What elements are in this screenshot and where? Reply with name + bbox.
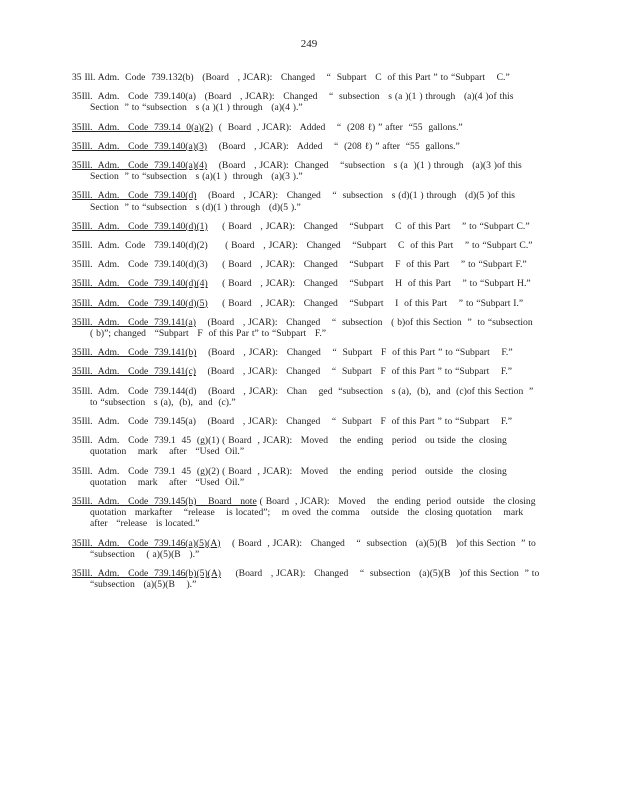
entry-change-text: (Board , JCAR): Changed “ subsection s (d)(1 ) through (d)(5 )of this Section ” to “subsection s (d)(1 ) through (d)(5 ).”: [90, 190, 518, 213]
amendment-entry: [72, 416, 542, 427]
page-number: 249: [300, 38, 318, 50]
entry-change-text: (Board , JCAR): Changed “ Subpart F of this Part ” to “Subpart F.”: [195, 416, 513, 428]
entry-change-text: ( Board , JCAR): Changed “ subsection (a)(5)(B )of this Section ” to “subsection ( a)(5)(B ).”: [90, 537, 539, 560]
amendment-entry: [72, 568, 542, 590]
amendment-entry: [72, 347, 542, 358]
entry-change-text: (Board , JCAR): Changed “ Subpart C of this Part ” to “Subpart C.”: [193, 72, 510, 83]
entry-citation: 35Ill. Adm. Code 739.144(d): [72, 385, 197, 397]
entry-citation: 35Ill. Adm. Code 739.140(d): [72, 190, 197, 202]
amendment-entry: [72, 435, 542, 457]
entry-change-text: ( Board , JCAR): Changed “Subpart I of this Part ” to “Subpart I.”: [207, 297, 524, 309]
amendment-entry: [72, 91, 542, 113]
entry-change-text: ( Board , JCAR): Moved the ending period ou tside the closing quotation mark after “Used Oil.”: [90, 435, 510, 458]
entry-citation: 35Ill. Adm. Code 739.145(h) Board note: [72, 496, 257, 508]
amendment-entry: [72, 259, 542, 270]
amendment-entry: [72, 466, 542, 488]
entry-change-text: (Board , JCAR): Changed “ Subpart F of this Part ” to “Subpart F.”: [195, 366, 513, 378]
entry-change-text: (Board , JCAR): Changed “ Subpart F of this Part ” to “Subpart F.”: [196, 347, 513, 359]
amendment-entry: [72, 317, 542, 339]
entry-change-text: ( Board , JCAR): Changed “Subpart C of this Part ” to “Subpart C.”: [207, 220, 530, 232]
entry-citation: 35Ill. Adm. Code 739.140(a)(4): [72, 160, 208, 172]
entry-citation: 35Ill. Adm. Code 739.145(a): [72, 416, 196, 428]
entry-change-text: (Board , JCAR): Changed “ subsection (a)(5)(B )of this Section ” to “subsection (a)(5)(B ).”: [90, 568, 543, 591]
entry-change-text: (Board , JCAR): Added “ (208 ℓ) ” after “55 gallons.”: [207, 140, 460, 152]
amendment-entry: [72, 72, 542, 83]
entry-citation: 35Ill. Adm. Code 739.141(a): [72, 316, 196, 328]
entry-citation: 35Ill. Adm. Code 739.146(a)(5)(A): [72, 537, 221, 549]
entry-change-text: (Board , JCAR): Chan ged “subsection s (a), (b), and (c)of this Section ” to “subsection s (a), (b), and (c).”: [90, 385, 537, 408]
entry-citation: 35 Ill. Adm. Code 739.132(b): [72, 72, 194, 83]
entry-citation: 35Ill. Adm. Code 739.140(d)(5): [72, 297, 208, 309]
entry-citation: 35Ill. Adm. Code 739.140(a): [72, 91, 196, 103]
amendment-entry: [72, 386, 542, 408]
entry-citation: 35Ill. Adm. Code 739.140(a)(3): [72, 140, 208, 152]
amendment-entry: [72, 366, 542, 377]
entry-change-text: ( Board , JCAR): Moved the ending period outside the closing quotation markafter “release is located”; m oved the comma outside the closing quotation mark after “release is located.”: [90, 496, 542, 530]
amendment-entry: [72, 240, 542, 251]
entry-change-text: (Board , JCAR): Changed “subsection s (a )(1 ) through (a)(3 )of this Section ” to “subsection s (a)(1 ) through (a)(3 ).”: [90, 160, 525, 183]
entry-citation: 35Ill. Adm. Code 739.146(b)(5)(A): [72, 568, 221, 580]
amendment-entry: [72, 496, 542, 530]
amendment-entry: [72, 190, 542, 212]
amendment-entry: [72, 278, 542, 289]
entry-citation: 35Ill. Adm. Code 739.140(d)(2): [72, 240, 208, 252]
amendment-list: [72, 72, 542, 599]
entry-citation: 35Ill. Adm. Code 739.1 45 (g)(2): [72, 465, 220, 477]
entry-citation: 35Ill. Adm. Code 739.141(b): [72, 347, 197, 359]
amendment-entry: [72, 298, 542, 309]
entry-change-text: (Board , JCAR): Changed “ subsection ( b)of this Section ” to “subsection ( b)”; changed “Subpart F of this Par t” to “Subpart F.”: [90, 316, 542, 340]
entry-citation: 35Ill. Adm. Code 739.141(c): [72, 366, 196, 378]
amendment-entry: [72, 160, 542, 182]
entry-change-text: ( Board , JCAR): Added “ (208 ℓ) ” after “55 gallons.”: [212, 121, 463, 133]
entry-change-text: ( Board , JCAR): Changed “Subpart F of this Part ” to “Subpart F.”: [207, 259, 527, 271]
entry-citation: 35Ill. Adm. Code 739.140(d)(4): [72, 278, 208, 290]
entry-change-text: ( Board , JCAR): Changed “Subpart H of this Part ” to “Subpart H.”: [207, 278, 531, 290]
entry-citation: 35Ill. Adm. Code 739.140(d)(1): [72, 220, 208, 232]
amendment-entry: [72, 221, 542, 232]
amendment-entry: [72, 122, 542, 133]
amendment-entry: [72, 538, 542, 560]
entry-change-text: ( Board , JCAR): Moved the ending period outside the closing quotation mark after “Used Oil.”: [90, 465, 510, 488]
entry-citation: 35Ill. Adm. Code 739.14 0(a)(2): [72, 121, 213, 133]
entry-change-text: (Board , JCAR): Changed “ subsection s (a )(1 ) through (a)(4 )of this Section ” to “subsection s (a )(1 ) through (a)(4 ).”: [90, 91, 517, 114]
amendment-entry: [72, 141, 542, 152]
entry-citation: 35Ill. Adm. Code 739.140(d)(3): [72, 259, 208, 271]
entry-change-text: ( Board , JCAR): Changed “Subpart C of this Part ” to “Subpart C.”: [207, 240, 533, 252]
entry-citation: 35Ill. Adm. Code 739.1 45 (g)(1): [72, 435, 220, 447]
